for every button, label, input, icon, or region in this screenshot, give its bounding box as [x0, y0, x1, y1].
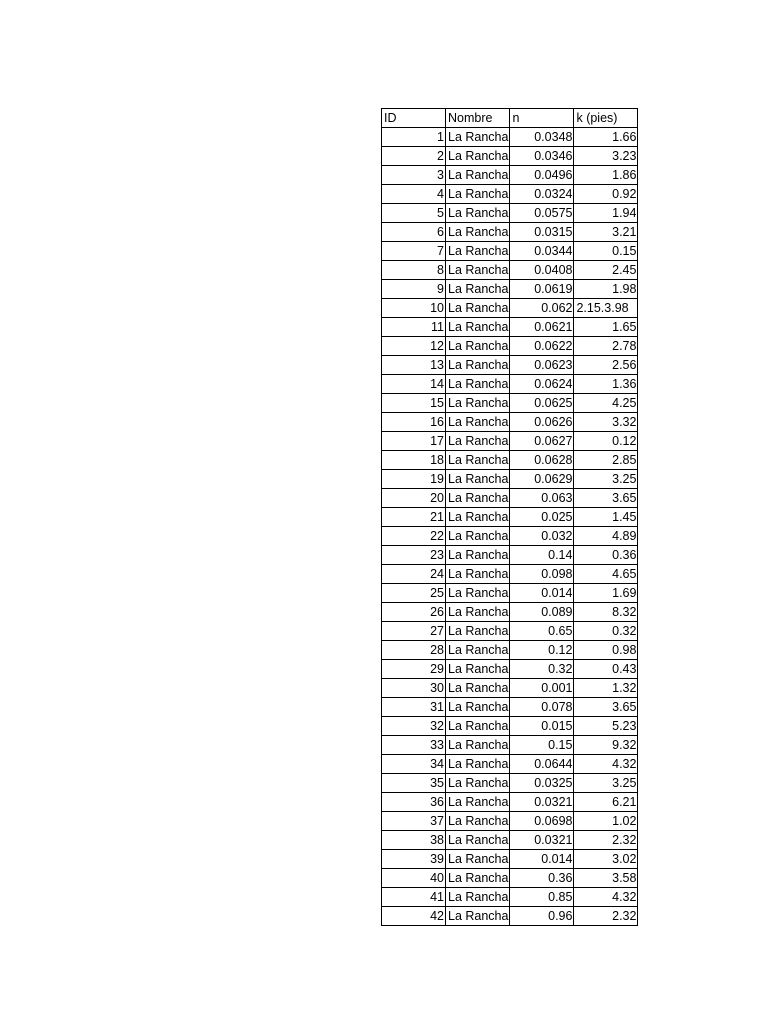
cell-n[interactable]: 0.0624 [510, 375, 574, 394]
table-row [382, 793, 638, 812]
cell-n[interactable]: 0.96 [510, 907, 574, 926]
cell-k[interactable]: 1.02 [574, 812, 638, 831]
cell-k[interactable]: 2.85 [574, 451, 638, 470]
cell-n[interactable]: 0.0623 [510, 356, 574, 375]
cell-nombre[interactable]: La Rancha [446, 679, 510, 698]
table-row [382, 888, 638, 907]
cell-n[interactable]: 0.015 [510, 717, 574, 736]
table-row [382, 774, 638, 793]
cell-n[interactable]: 0.0346 [510, 147, 574, 166]
cell-id[interactable]: 26 [382, 603, 446, 622]
cell-nombre[interactable]: La Rancha [446, 527, 510, 546]
cell-k[interactable]: 4.32 [574, 888, 638, 907]
table-row [382, 546, 638, 565]
cell-id[interactable]: 42 [382, 907, 446, 926]
cell-nombre[interactable]: La Rancha [446, 603, 510, 622]
table-row [382, 280, 638, 299]
cell-n[interactable]: 0.12 [510, 641, 574, 660]
cell-id[interactable]: 38 [382, 831, 446, 850]
header-k: k (pies) [574, 109, 638, 128]
cell-k[interactable]: 8.32 [574, 603, 638, 622]
cell-nombre[interactable]: La Rancha [446, 660, 510, 679]
cell-id[interactable]: 1 [382, 128, 446, 147]
cell-id[interactable]: 18 [382, 451, 446, 470]
table-row [382, 375, 638, 394]
table-row [382, 451, 638, 470]
table-row [382, 565, 638, 584]
cell-k[interactable]: 0.15 [574, 242, 638, 261]
cell-nombre[interactable]: La Rancha [446, 185, 510, 204]
cell-n[interactable]: 0.078 [510, 698, 574, 717]
table-row [382, 128, 638, 147]
cell-k[interactable]: 3.21 [574, 223, 638, 242]
cell-n[interactable]: 0.025 [510, 508, 574, 527]
cell-k[interactable]: 1.69 [574, 584, 638, 603]
cell-n[interactable]: 0.0408 [510, 261, 574, 280]
cell-id[interactable]: 29 [382, 660, 446, 679]
cell-k[interactable]: 4.65 [574, 565, 638, 584]
cell-k[interactable]: 3.65 [574, 698, 638, 717]
table-row [382, 755, 638, 774]
cell-id[interactable]: 14 [382, 375, 446, 394]
cell-k[interactable]: 3.23 [574, 147, 638, 166]
header-id: ID [382, 109, 446, 128]
cell-nombre[interactable]: La Rancha [446, 356, 510, 375]
cell-nombre[interactable]: La Rancha [446, 375, 510, 394]
cell-nombre[interactable]: La Rancha [446, 812, 510, 831]
table-row [382, 812, 638, 831]
cell-n[interactable]: 0.014 [510, 850, 574, 869]
table-body [382, 128, 638, 926]
table-header [382, 109, 638, 128]
cell-n[interactable]: 0.0344 [510, 242, 574, 261]
cell-k[interactable]: 1.94 [574, 204, 638, 223]
cell-id[interactable]: 30 [382, 679, 446, 698]
table-row [382, 147, 638, 166]
cell-n[interactable]: 0.0621 [510, 318, 574, 337]
cell-nombre[interactable]: La Rancha [446, 489, 510, 508]
table-row [382, 394, 638, 413]
table-row [382, 603, 638, 622]
cell-id[interactable]: 16 [382, 413, 446, 432]
cell-id[interactable]: 17 [382, 432, 446, 451]
table-row [382, 736, 638, 755]
table-row [382, 413, 638, 432]
cell-nombre[interactable]: La Rancha [446, 698, 510, 717]
cell-n[interactable]: 0.098 [510, 565, 574, 584]
cell-nombre[interactable]: La Rancha [446, 204, 510, 223]
cell-id[interactable]: 37 [382, 812, 446, 831]
cell-k[interactable]: 5.23 [574, 717, 638, 736]
table-row [382, 489, 638, 508]
cell-k[interactable]: 0.32 [574, 622, 638, 641]
cell-k[interactable]: 1.32 [574, 679, 638, 698]
cell-nombre[interactable]: La Rancha [446, 717, 510, 736]
cell-n[interactable]: 0.0575 [510, 204, 574, 223]
cell-nombre[interactable]: La Rancha [446, 869, 510, 888]
cell-n[interactable]: 0.062 [510, 299, 574, 318]
table-row [382, 869, 638, 888]
cell-n[interactable]: 0.089 [510, 603, 574, 622]
cell-k[interactable]: 0.36 [574, 546, 638, 565]
cell-k[interactable]: 4.25 [574, 394, 638, 413]
cell-id[interactable]: 20 [382, 489, 446, 508]
cell-id[interactable]: 10 [382, 299, 446, 318]
cell-nombre[interactable]: La Rancha [446, 299, 510, 318]
header-n: n [510, 109, 574, 128]
cell-n[interactable]: 0.0619 [510, 280, 574, 299]
cell-n[interactable]: 0.65 [510, 622, 574, 641]
cell-nombre[interactable]: La Rancha [446, 888, 510, 907]
cell-k[interactable]: 1.98 [574, 280, 638, 299]
cell-id[interactable]: 33 [382, 736, 446, 755]
table-row [382, 204, 638, 223]
cell-n[interactable]: 0.14 [510, 546, 574, 565]
cell-n[interactable]: 0.0625 [510, 394, 574, 413]
table-row [382, 242, 638, 261]
cell-nombre[interactable]: La Rancha [446, 907, 510, 926]
cell-k[interactable]: 2.56 [574, 356, 638, 375]
cell-k[interactable]: 0.92 [574, 185, 638, 204]
cell-nombre[interactable]: La Rancha [446, 337, 510, 356]
cell-n[interactable]: 0.063 [510, 489, 574, 508]
cell-k[interactable]: 3.02 [574, 850, 638, 869]
cell-nombre[interactable]: La Rancha [446, 565, 510, 584]
cell-id[interactable]: 31 [382, 698, 446, 717]
table-row [382, 166, 638, 185]
table-row [382, 470, 638, 489]
cell-k[interactable]: 1.45 [574, 508, 638, 527]
cell-id[interactable]: 25 [382, 584, 446, 603]
cell-n[interactable]: 0.0324 [510, 185, 574, 204]
cell-id[interactable]: 23 [382, 546, 446, 565]
cell-nombre[interactable]: La Rancha [446, 147, 510, 166]
cell-n[interactable]: 0.0628 [510, 451, 574, 470]
cell-id[interactable]: 39 [382, 850, 446, 869]
table-row [382, 660, 638, 679]
table-row [382, 299, 638, 318]
cell-nombre[interactable]: La Rancha [446, 546, 510, 565]
table-row [382, 831, 638, 850]
cell-k[interactable]: 2.15.3.98 [574, 299, 638, 318]
table-row [382, 261, 638, 280]
cell-id[interactable]: 35 [382, 774, 446, 793]
cell-nombre[interactable]: La Rancha [446, 793, 510, 812]
cell-k[interactable]: 3.58 [574, 869, 638, 888]
cell-id[interactable]: 9 [382, 280, 446, 299]
cell-k[interactable]: 6.21 [574, 793, 638, 812]
cell-k[interactable]: 3.25 [574, 470, 638, 489]
table-row [382, 717, 638, 736]
cell-nombre[interactable]: La Rancha [446, 755, 510, 774]
cell-n[interactable]: 0.0622 [510, 337, 574, 356]
cell-nombre[interactable]: La Rancha [446, 508, 510, 527]
table-row [382, 318, 638, 337]
cell-n[interactable]: 0.0321 [510, 793, 574, 812]
cell-nombre[interactable]: La Rancha [446, 223, 510, 242]
cell-k[interactable]: 0.43 [574, 660, 638, 679]
cell-id[interactable]: 21 [382, 508, 446, 527]
table-row [382, 356, 638, 375]
cell-id[interactable]: 11 [382, 318, 446, 337]
header-nombre: Nombre [446, 109, 510, 128]
table-row [382, 223, 638, 242]
cell-nombre[interactable]: La Rancha [446, 128, 510, 147]
table-row [382, 432, 638, 451]
cell-n[interactable]: 0.0496 [510, 166, 574, 185]
data-table [381, 108, 638, 926]
cell-k[interactable]: 1.86 [574, 166, 638, 185]
cell-nombre[interactable]: La Rancha [446, 318, 510, 337]
cell-id[interactable]: 12 [382, 337, 446, 356]
cell-id[interactable]: 8 [382, 261, 446, 280]
cell-k[interactable]: 2.78 [574, 337, 638, 356]
cell-n[interactable]: 0.0629 [510, 470, 574, 489]
cell-nombre[interactable]: La Rancha [446, 774, 510, 793]
table-row [382, 584, 638, 603]
table-row [382, 698, 638, 717]
table-row [382, 679, 638, 698]
cell-id[interactable]: 5 [382, 204, 446, 223]
cell-n[interactable]: 0.0321 [510, 831, 574, 850]
cell-k[interactable]: 4.89 [574, 527, 638, 546]
cell-nombre[interactable]: La Rancha [446, 641, 510, 660]
cell-n[interactable]: 0.014 [510, 584, 574, 603]
cell-n[interactable]: 0.032 [510, 527, 574, 546]
header-row [382, 109, 638, 128]
cell-n[interactable]: 0.0698 [510, 812, 574, 831]
cell-n[interactable]: 0.001 [510, 679, 574, 698]
cell-n[interactable]: 0.32 [510, 660, 574, 679]
cell-k[interactable]: 2.32 [574, 907, 638, 926]
cell-n[interactable]: 0.0325 [510, 774, 574, 793]
cell-nombre[interactable]: La Rancha [446, 280, 510, 299]
cell-id[interactable]: 28 [382, 641, 446, 660]
cell-k[interactable]: 3.65 [574, 489, 638, 508]
cell-nombre[interactable]: La Rancha [446, 394, 510, 413]
cell-k[interactable]: 1.65 [574, 318, 638, 337]
cell-k[interactable]: 4.32 [574, 755, 638, 774]
cell-id[interactable]: 41 [382, 888, 446, 907]
cell-n[interactable]: 0.36 [510, 869, 574, 888]
table-row [382, 527, 638, 546]
table-row [382, 907, 638, 926]
cell-id[interactable]: 36 [382, 793, 446, 812]
cell-nombre[interactable]: La Rancha [446, 850, 510, 869]
table-row [382, 337, 638, 356]
cell-n[interactable]: 0.0644 [510, 755, 574, 774]
cell-k[interactable]: 1.36 [574, 375, 638, 394]
cell-nombre[interactable]: La Rancha [446, 470, 510, 489]
cell-id[interactable]: 40 [382, 869, 446, 888]
cell-id[interactable]: 6 [382, 223, 446, 242]
cell-id[interactable]: 19 [382, 470, 446, 489]
table-row [382, 622, 638, 641]
cell-nombre[interactable]: La Rancha [446, 736, 510, 755]
cell-nombre[interactable]: La Rancha [446, 242, 510, 261]
cell-nombre[interactable]: La Rancha [446, 451, 510, 470]
cell-n[interactable]: 0.0626 [510, 413, 574, 432]
cell-id[interactable]: 22 [382, 527, 446, 546]
cell-n[interactable]: 0.15 [510, 736, 574, 755]
cell-k[interactable]: 0.12 [574, 432, 638, 451]
cell-k[interactable]: 1.66 [574, 128, 638, 147]
cell-k[interactable]: 3.32 [574, 413, 638, 432]
cell-k[interactable]: 0.98 [574, 641, 638, 660]
table-row [382, 508, 638, 527]
cell-id[interactable]: 34 [382, 755, 446, 774]
cell-id[interactable]: 32 [382, 717, 446, 736]
cell-id[interactable]: 4 [382, 185, 446, 204]
cell-n[interactable]: 0.0627 [510, 432, 574, 451]
cell-k[interactable]: 3.25 [574, 774, 638, 793]
cell-id[interactable]: 3 [382, 166, 446, 185]
cell-k[interactable]: 2.45 [574, 261, 638, 280]
cell-id[interactable]: 7 [382, 242, 446, 261]
table-row [382, 185, 638, 204]
cell-nombre[interactable]: La Rancha [446, 413, 510, 432]
cell-nombre[interactable]: La Rancha [446, 622, 510, 641]
cell-id[interactable]: 24 [382, 565, 446, 584]
cell-id[interactable]: 27 [382, 622, 446, 641]
cell-id[interactable]: 2 [382, 147, 446, 166]
cell-nombre[interactable]: La Rancha [446, 831, 510, 850]
cell-nombre[interactable]: La Rancha [446, 261, 510, 280]
cell-n[interactable]: 0.0315 [510, 223, 574, 242]
table-row [382, 641, 638, 660]
cell-k[interactable]: 2.32 [574, 831, 638, 850]
table-row [382, 850, 638, 869]
cell-id[interactable]: 13 [382, 356, 446, 375]
cell-nombre[interactable]: La Rancha [446, 584, 510, 603]
cell-n[interactable]: 0.0348 [510, 128, 574, 147]
cell-k[interactable]: 9.32 [574, 736, 638, 755]
cell-n[interactable]: 0.85 [510, 888, 574, 907]
cell-nombre[interactable]: La Rancha [446, 166, 510, 185]
cell-id[interactable]: 15 [382, 394, 446, 413]
cell-nombre[interactable]: La Rancha [446, 432, 510, 451]
